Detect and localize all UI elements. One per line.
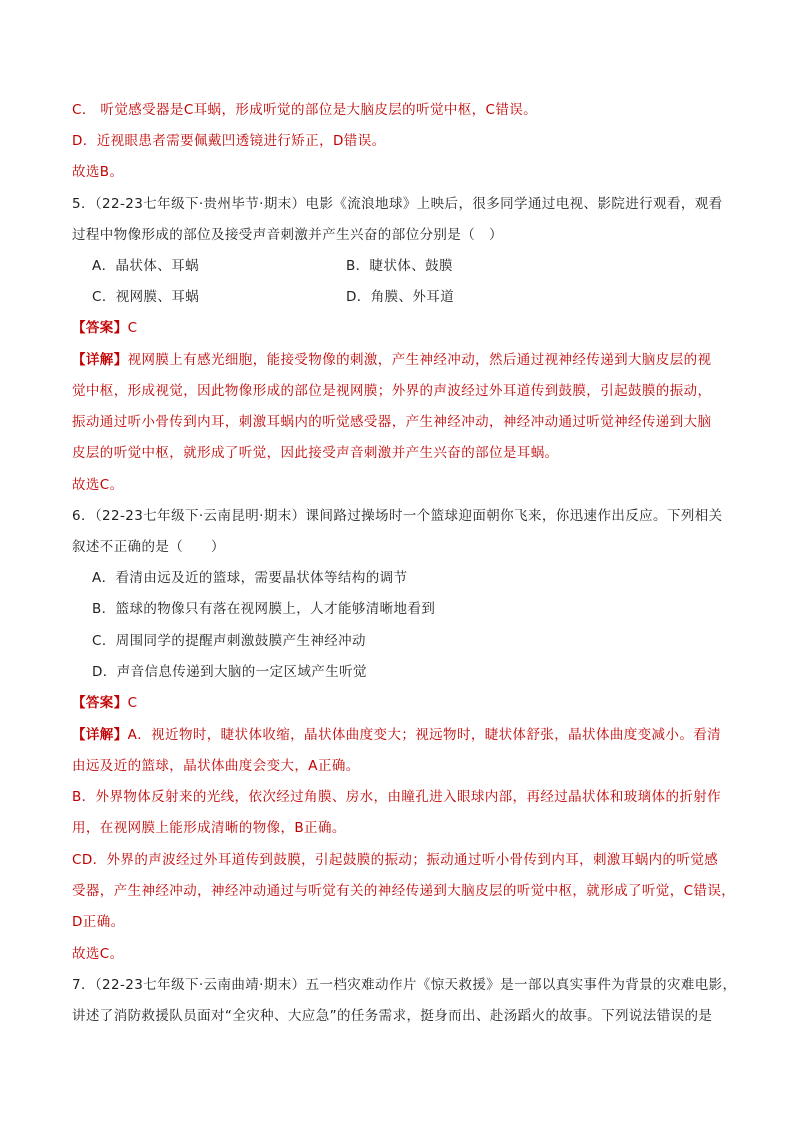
q5-option-c: C．视网膜、耳蜗	[92, 289, 200, 305]
q6-answer	[72, 693, 137, 713]
q4-explanation-d: D．近视眼患者需要佩戴凹透镜进行矫正，D错误。	[72, 133, 386, 149]
q6-detail-line-3: B．外界物体反射来的光线，依次经过角膜、房水，由瞳孔进入眼球内部，再经过晶状体和玻璃体的折射作	[72, 789, 722, 805]
q6-answer-value: C	[127, 695, 138, 711]
q6-option-a: A．看清由远及近的篮球，需要晶状体等结构的调节	[92, 570, 408, 586]
q6-option-d: D．声音信息传递到大脑的一定区域产生听觉	[92, 664, 367, 680]
q6-stem-line-1: 6．（22-23七年级下·云南昆明·期末）课间路过操场时一个篮球迎面朝你飞来，你迅速作出反应。下列相关	[72, 508, 723, 524]
q6-stem-line-2: 叙述不正确的是（ ）	[72, 539, 225, 555]
q4-conclusion: 故选B。	[72, 164, 124, 180]
q5-stem-line-2: 过程中物像形成的部位及接受声音刺激并产生兴奋的部位分别是（ ）	[72, 227, 503, 243]
q5-stem-line-1: 5．（22-23七年级下·贵州毕节·期末）电影《流浪地球》上映后，很多同学通过电视、影院进行观看，观看	[72, 196, 723, 212]
q5-detail-line-2: 觉中枢，形成视觉，因此物像形成的部位是视网膜；外界的声波经过外耳道传到鼓膜，引起鼓膜的振动，	[72, 383, 712, 399]
q6-answer-label: 【答案】	[72, 695, 128, 711]
q6-detail-line-4: 用，在视网膜上能形成清晰的物像，B正确。	[72, 820, 346, 836]
q6-detail-line-5: CD．外界的声波经过外耳道传到鼓膜，引起鼓膜的振动；振动通过听小骨传到内耳，刺激耳蜗内的听觉感	[72, 852, 719, 868]
q4-explanation-c: C． 听觉感受器是C耳蜗，形成听觉的部位是大脑皮层的听觉中枢，C错误。	[72, 102, 538, 118]
q5-answer-value: C	[127, 320, 138, 336]
q7-stem-line-2: 讲述了消防救援队员面对“全灾种、大应急”的任务需求，挺身而出、赴汤蹈火的故事。下列说法错误的是	[72, 1008, 713, 1024]
q6-detail-line-1	[72, 725, 721, 745]
q5-detail-line-3: 振动通过听小骨传到内耳，刺激耳蜗内的听觉感受器，产生神经冲动，神经冲动通过听觉神经传递到大脑	[72, 414, 712, 430]
q5-conclusion: 故选C。	[72, 477, 124, 493]
q5-option-b: B．睫状体、鼓膜	[346, 258, 453, 274]
q5-answer-label: 【答案】	[72, 320, 128, 336]
q5-answer	[72, 318, 137, 338]
q6-detail-line-6: 受器，产生神经冲动，神经冲动通过与听觉有关的神经传递到大脑皮层的听觉中枢，就形成了听觉，C错误，	[72, 883, 736, 899]
q7-stem-line-1: 7．（22-23七年级下·云南曲靖·期末）五一档灾难动作片《惊天救援》是一部以真实事件为背景的灾难电影，	[72, 977, 737, 993]
q6-detail-line-7: D正确。	[72, 914, 125, 930]
q6-conclusion: 故选C。	[72, 946, 124, 962]
q5-detail-line-1	[72, 350, 711, 370]
q6-detail-text-1: A．视近物时，睫状体收缩，晶状体曲度变大；视远物时，睫状体舒张，晶状体曲度变减小。看清	[127, 727, 722, 743]
q5-option-d: D．角膜、外耳道	[346, 289, 455, 305]
q5-option-a: A．晶状体、耳蜗	[92, 258, 199, 274]
q6-detail-line-2: 由远及近的篮球，晶状体曲度会变大，A正确。	[72, 758, 360, 774]
q6-option-c: C．周围同学的提醒声刺激鼓膜产生神经冲动	[92, 633, 366, 649]
q5-detail-text-1: 视网膜上有感光细胞，能接受物像的刺激，产生神经冲动，然后通过视神经传递到大脑皮层的视	[127, 352, 712, 368]
q5-detail-label: 【详解】	[72, 352, 128, 368]
q5-detail-line-4: 皮层的听觉中枢，就形成了听觉，因此接受声音刺激并产生兴奋的部位是耳蜗。	[72, 445, 559, 461]
q6-detail-label: 【详解】	[72, 727, 128, 743]
q6-option-b: B．篮球的物像只有落在视网膜上，人才能够清晰地看到	[92, 601, 436, 617]
